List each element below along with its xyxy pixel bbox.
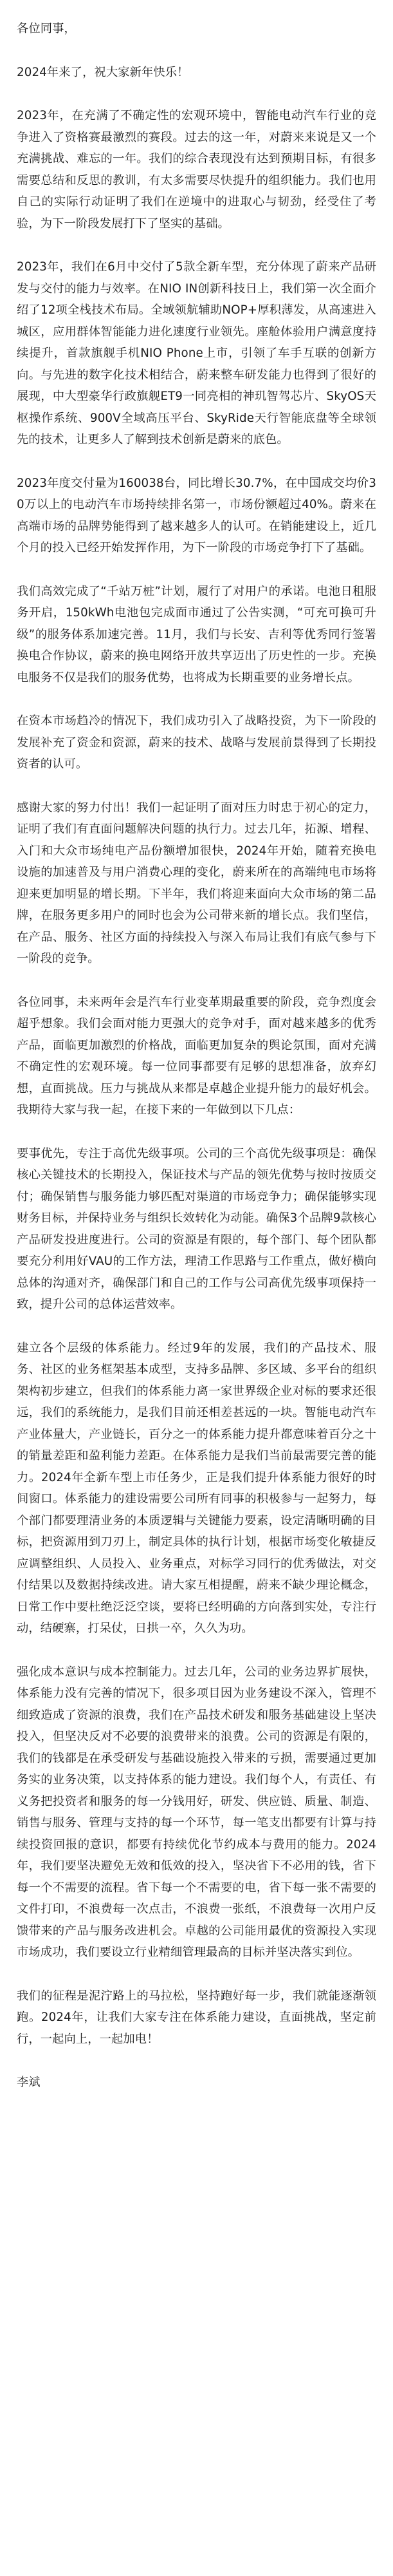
priorities-paragraph: 要事优先，专注于高优先级事项。公司的三个高优先级事项是：确保核心关键技术的长期投入，保证技术与产品的领先优势与按时按质交付；确保销售与服务能力够匹配对渠道的市场竞争力；确保能够实现财务目标，并保持业务与组织长效转化为动能。确保3个品牌9款核心产品研发投进度进行。公司的资源是有限的，每个部门、每个团队都要充分利用好VAU的工作方法，理清工作思路与工作重点，做好横向总体的沟通对齐，确保部门和自己的工作与公司高优先级事项保持一致，提升公司的总体运营效率。 xyxy=(17,1146,376,1311)
thanks-paragraph: 感谢大家的努力付出！我们一起证明了面对压力时忠于初心的定力，证明了我们有直面问题解决问题的执行力。过去几年，拓源、增程、入门和大众市场纯电产品份额增加很快，2024年开始，随着充换电设施的加速普及与用户消费心理的变化，蔚来所在的高端纯电市场将迎来更加明显的增长期。下半年，我们将迎来面向大众市场的第二品牌，在服务更多用户的同时也会为公司带来新的增长点。我们坚信，在产品、服务、社区方面的持续投入与深入布局让我们有底气参与下一阶段的竞争。 xyxy=(17,800,376,965)
closing-paragraph: 我们的征程是泥泞路上的马拉松，坚持跑好每一步，我们就能逐渐领跑。2024年，让我们大家专注在体系能力建设，直面挑战，坚定前行，一起向上，一起加电！ xyxy=(17,1989,376,2046)
delivery-results-paragraph: 2023年度交付量为160038台，同比增长30.7%，在中国成交均价30万以上的电动汽车市场持续排名第一，市场份额超过40%。蔚来在高端市场的品牌势能得到了越来越多人的认可。在销能建设上，近几个月的投入已经开始发挥作用，为下一阶段的市场竞争打下了基础。 xyxy=(17,476,376,554)
system-capability-paragraph: 建立各个层级的体系能力。经过9年的发展，我们的产品技术、服务、社区的业务框架基本成型，支持多品牌、多区域、多平台的组织架构初步建立，但我们的体系能力离一家世界级企业对标的要求还很远，我们的系统能力，是我们目前还相差甚远的一块。智能电动汽车产业体量大，产业链长，百分之一的体系能力提升都意味着百分之十的销量差距和盈利能力差距。在体系能力是我们当前最需要完善的能力。2024年全新车型上市任务少，正是我们提升体系能力很好的时间窗口。体系能力的建设需要公司所有同事的积极参与一起努力，每个部门都要理清业务的本质逻辑与关键能力要素，设定清晰明确的目标，把资源用到刀刃上，制定具体的执行计划，根据市场变化敏捷反应调整组织、人员投入、业务重点，对标学习同行的优秀做法，对交付结果以及数据持续改进。请大家互相提醒，蔚来不缺少理论概念，日常工作中要杜绝泛泛空谈，要将已经明确的方向落到实处，专注行动，结硬寨，打呆仗，日拱一卒，久久为功。 xyxy=(17,1341,376,1635)
review-2023-paragraph: 2023年，在充满了不确定性的宏观环境中，智能电动汽车行业的竞争进入了资格赛最激烈的赛段。过去的这一年，对蔚来来说是又一个充满挑战、难忘的一年。我们的综合表现没有达到预期目标，有很多需要总结和反思的教训，有太多需要尽快提升的组织能力。我们也用自己的实际行动证明了我们在逆境中的进取心与韧劲，经受住了考验，为下一阶段发展打下了坚实的基础。 xyxy=(17,109,376,231)
greeting: 各位同事， xyxy=(17,22,76,35)
outlook-paragraph: 各位同事，未来两年会是汽车行业变革期最重要的阶段，竞争烈度会超乎想象。我们会面对能力更强大的竞争对手，面对越来越多的优秀产品，面临更加激烈的价格战，面临更加复杂的舆论氛围，面对充满不确定性的宏观环境。每一位同事都要有足够的思想准备，放弃幻想，直面挑战。压力与挑战从来都是卓越企业提升能力的最好机会。我期待大家与我一起，在接下来的一年做到以下几点： xyxy=(17,995,376,1117)
investment-paragraph: 在资本市场趋冷的情况下，我们成功引入了战略投资，为下一阶段的发展补充了资金和资源，蔚来的技术、战略与发展前景得到了长期投资者的认可。 xyxy=(17,714,376,771)
cost-control-paragraph: 强化成本意识与成本控制能力。过去几年，公司的业务边界扩展快，体系能力没有完善的情况下，很多项目因为业务建设不深入，管理不细致造成了资源的浪费，我们在产品技术研发和服务基础建设上坚决投入，但坚决反对不必要的浪费带来的浪费。公司的资源是有限的，我们的钱都是在承受研发与基础设施投入带来的亏损，需要通过更加务实的业务决策，以支持体系的能力建设。我们每个人，有责任、有义务把投资者和服务的每一分钱用好，研发、供应链、质量、制造、销售与服务、管理与支持的每一个环节，每一笔支出都要有计算与持续投资回报的意识，都要有持续优化节约成本与费用的能力。2024年，我们要坚决避免无效和低效的投入，坚决省下不必用的钱，省下每一个不需要的流程。省下每一个不需要的电，省下每一张不需要的文件打印，不浪费每一次点击，不浪费一张纸，不浪费每一次用户反馈带来的产品与服务改进机会。卓越的公司能用最优的资源投入实现市场成功，我们要设立行业精细管理最高的目标并坚决落实到位。 xyxy=(17,1665,376,1959)
charging-swap-paragraph: 我们高效完成了“千站万桩”计划，履行了对用户的承诺。电池日租服务开启，150kWh电池包完成面市通过了公告实测，“可充可换可升级”的服务体系加速完善。11月，我们与长安、吉利等优秀同行签署换电合作协议，蔚来的换电网络开放共享迈出了历史性的一步。充换电服务不仅是我们的服务优势，也将成为长期重要的业务增长点。 xyxy=(17,584,376,685)
signature: 李斌 xyxy=(17,2076,41,2089)
new-year-wish-paragraph: 2024年来了，祝大家新年快乐！ xyxy=(17,65,189,79)
product-technology-paragraph: 2023年，我们在6月中交付了5款全新车型，充分体现了蔚来产品研发与交付的能力与效率。在NIO IN创新科技日上，我们第一次全面介绍了12项全栈技术布局。全域领航辅助NOP+厚积薄发，从高速进入城区，应用群体智能能力进化速度行业领先。座舱体验用户满意度持续提升，首款旗舰手机NIO Phone上市，引领了车手互联的创新方向。与先进的数字化技术相结合，蔚来整车研发能力也得到了很好的展现，中大型豪华行政旗舰ET9一同亮相的神玑智驾芯片、SkyOS天枢操作系统、900V全域高压平台、SkyRide天行智能底盘等全球领先的技术，让更多人了解到技术创新是蔚来的底色。 xyxy=(17,260,376,446)
